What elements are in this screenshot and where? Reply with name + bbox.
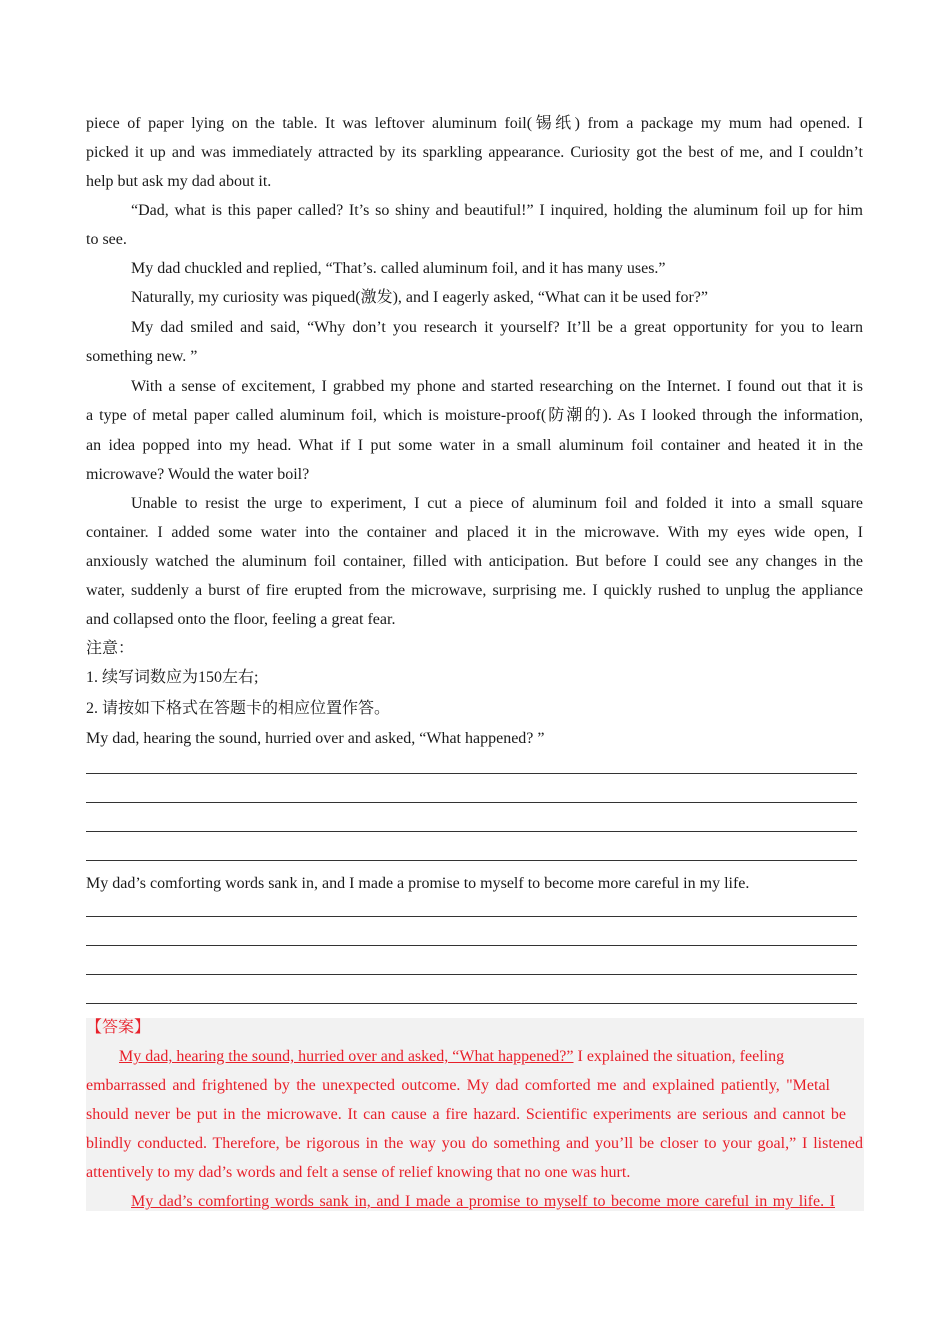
- passage-line: anxiously watched the aluminum foil container, filled with anticipation. But before I could see any changes in the: [86, 553, 863, 570]
- answer-text: embarrassed and frightened by the unexpected outcome. My dad comforted me and explained patiently, "Metal: [86, 1077, 830, 1094]
- answer-line: [86, 773, 857, 774]
- notes-title: 注意：: [86, 640, 135, 657]
- passage-line: My dad chuckled and replied, “That’s. called aluminum foil, and it has many uses.”: [131, 260, 666, 277]
- answer-line-1: [119, 1047, 896, 1067]
- passage-line: My dad smiled and said, “Why don’t you research it yourself? It’ll be a great opportunity for you to learn: [131, 319, 863, 336]
- passage-line: something new. ”: [86, 348, 198, 365]
- passage-line: Naturally, my curiosity was piqued(激发), and I eagerly asked, “What can it be used for?”: [131, 289, 708, 306]
- passage-line: microwave? Would the water boil?: [86, 466, 310, 483]
- prompt-second-paragraph: My dad’s comforting words sank in, and I made a promise to myself to become more careful in my life.: [86, 875, 750, 892]
- passage-line: and collapsed onto the floor, feeling a great fear.: [86, 611, 396, 628]
- passage-line: container. I added some water into the container and placed it in the microwave. With my eyes wide open, I: [86, 524, 863, 541]
- passage-line: water, suddenly a burst of fire erupted from the microwave, surprising me. I quickly rushed to unplug the appliance: [86, 582, 863, 599]
- answer-label: 【答案】: [86, 1019, 151, 1036]
- passage-line: help but ask my dad about it.: [86, 173, 272, 190]
- passage-line: With a sense of excitement, I grabbed my phone and started researching on the Internet. I found out that it is: [131, 378, 863, 395]
- answer-text: I explained the situation, feeling: [573, 1048, 785, 1065]
- prompt-first-paragraph: My dad, hearing the sound, hurried over and asked, “What happened? ”: [86, 730, 545, 747]
- answer-underlined-sentence: My dad’s comforting words sank in, and I made a promise to myself to become more careful in my life. I: [131, 1193, 835, 1210]
- passage-line: picked it up and was immediately attracted by its sparkling appearance. Curiosity got the best of me, and I couldn’t: [86, 144, 863, 161]
- answer-text: blindly conducted. Therefore, be rigorous in the way you do something and you’ll be closer to your goal,” I listened: [86, 1135, 863, 1152]
- answer-line: [86, 1003, 857, 1004]
- answer-line: [86, 831, 857, 832]
- note-item: 1. 续写词数应为150左右;: [86, 669, 259, 686]
- answer-line: [86, 802, 857, 803]
- note-item: 2. 请按如下格式在答题卡的相应位置作答。: [86, 700, 391, 717]
- answer-line: [86, 945, 857, 946]
- passage-line: Unable to resist the urge to experiment, I cut a piece of aluminum foil and folded it into a small square: [131, 495, 863, 512]
- answer-line: [86, 916, 857, 917]
- answer-text: should never be put in the microwave. It can cause a fire hazard. Scientific experiments are serious and cannot be: [86, 1106, 846, 1123]
- answer-underlined-sentence: My dad, hearing the sound, hurried over and asked, “What happened?”: [119, 1048, 574, 1065]
- passage-line: a type of metal paper called aluminum foil, which is moisture-proof(防潮的). As I looked through the information,: [86, 407, 863, 424]
- passage-line: to see.: [86, 231, 127, 248]
- answer-line: [86, 860, 857, 861]
- passage-line: piece of paper lying on the table. It was leftover aluminum foil(锡纸) from a package my mum had opened. I: [86, 115, 863, 132]
- answer-line: [86, 974, 857, 975]
- passage-line: “Dad, what is this paper called? It’s so shiny and beautiful!” I inquired, holding the aluminum foil up for him: [131, 202, 863, 219]
- passage-line: an idea popped into my head. What if I put some water in a small aluminum foil container and heated it in the: [86, 437, 863, 454]
- answer-text: attentively to my dad’s words and felt a sense of relief knowing that no one was hurt.: [86, 1164, 631, 1181]
